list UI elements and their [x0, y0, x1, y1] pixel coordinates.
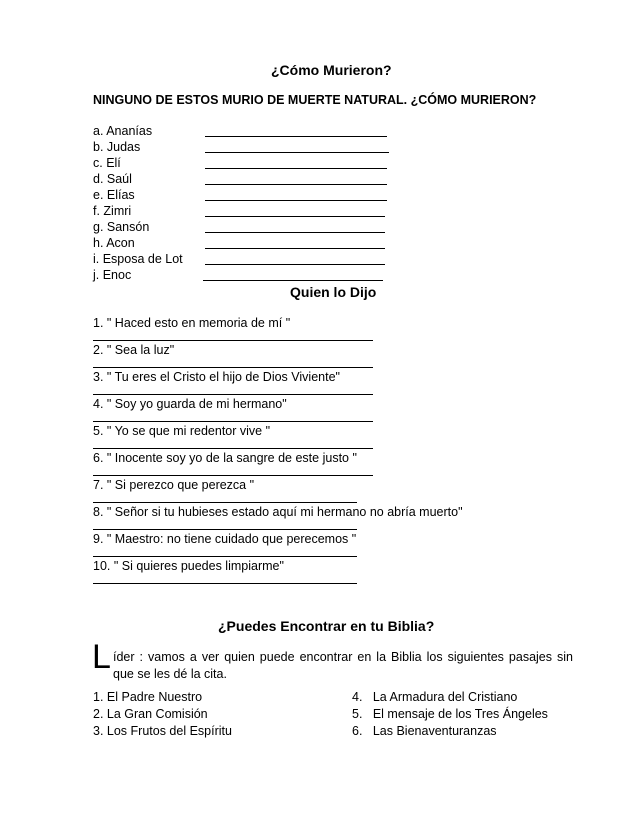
list-item: e. Elías — [93, 188, 135, 202]
list-item: c. Elí — [93, 156, 121, 170]
answer-line[interactable] — [93, 448, 373, 449]
list-item: i. Esposa de Lot — [93, 252, 183, 266]
answer-line[interactable] — [205, 264, 385, 265]
list-item: j. Enoc — [93, 268, 132, 282]
answer-line[interactable] — [93, 583, 357, 584]
list-item: d. Saúl — [93, 172, 132, 186]
answer-line[interactable] — [93, 475, 373, 476]
list-item: b. Judas — [93, 140, 141, 154]
answer-line[interactable] — [205, 248, 385, 249]
quote-item: 4. " Soy yo guarda de mi hermano" — [93, 397, 287, 411]
quote-item: 10. " Si quieres puedes limpiarme" — [93, 559, 284, 573]
quote-item: 2. " Sea la luz" — [93, 343, 175, 357]
answer-line[interactable] — [205, 184, 387, 185]
quote-item: 1. " Haced esto en memoria de mí " — [93, 316, 291, 330]
list-item: a. Ananías — [93, 124, 153, 138]
quote-item: 8. " Señor si tu hubieses estado aquí mi hermano no abría muerto" — [93, 505, 463, 519]
list-item: f. Zimri — [93, 204, 132, 218]
section1-heading: NINGUNO DE ESTOS MURIO DE MUERTE NATURAL. ¿CÓMO MURIERON? — [93, 93, 537, 107]
answer-line[interactable] — [205, 136, 387, 137]
quote-item: 7. " Si perezco que perezca " — [93, 478, 255, 492]
passage-item: 3. Los Frutos del Espíritu — [93, 724, 232, 738]
passage-item: 2. La Gran Comisión — [93, 707, 208, 721]
answer-line[interactable] — [205, 168, 387, 169]
quote-item: 6. " Inocente soy yo de la sangre de este justo " — [93, 451, 357, 465]
quote-item: 9. " Maestro: no tiene cuidado que perecemos " — [93, 532, 357, 546]
answer-line[interactable] — [93, 394, 373, 395]
answer-line[interactable] — [93, 340, 373, 341]
list-item: g. Sansón — [93, 220, 150, 234]
passage-item: 6. Las Bienaventuranzas — [352, 724, 497, 738]
section3-title: ¿Puedes Encontrar en tu Biblia? — [218, 618, 435, 634]
quote-item: 3. " Tu eres el Cristo el hijo de Dios Viviente" — [93, 370, 340, 384]
answer-line[interactable] — [205, 216, 385, 217]
answer-line[interactable] — [93, 556, 357, 557]
answer-line[interactable] — [93, 502, 357, 503]
answer-line[interactable] — [205, 232, 385, 233]
section1-title: ¿Cómo Murieron? — [271, 62, 392, 78]
answer-line[interactable] — [205, 200, 387, 201]
answer-line[interactable] — [93, 367, 373, 368]
list-item: h. Acon — [93, 236, 135, 250]
answer-line[interactable] — [203, 280, 383, 281]
intro-paragraph: íder : vamos a ver quien puede encontrar en la Biblia los siguientes pasajes sin que se les dé la cita. — [113, 650, 573, 681]
section2-title: Quien lo Dijo — [290, 284, 377, 300]
answer-line[interactable] — [93, 421, 373, 422]
quote-item: 5. " Yo se que mi redentor vive " — [93, 424, 271, 438]
answer-line[interactable] — [205, 152, 389, 153]
passage-item: 5. El mensaje de los Tres Ángeles — [352, 707, 548, 721]
passage-item: 1. El Padre Nuestro — [93, 690, 203, 704]
passage-item: 4. La Armadura del Cristiano — [352, 690, 518, 704]
drop-cap: L — [92, 638, 111, 676]
answer-line[interactable] — [93, 529, 357, 530]
